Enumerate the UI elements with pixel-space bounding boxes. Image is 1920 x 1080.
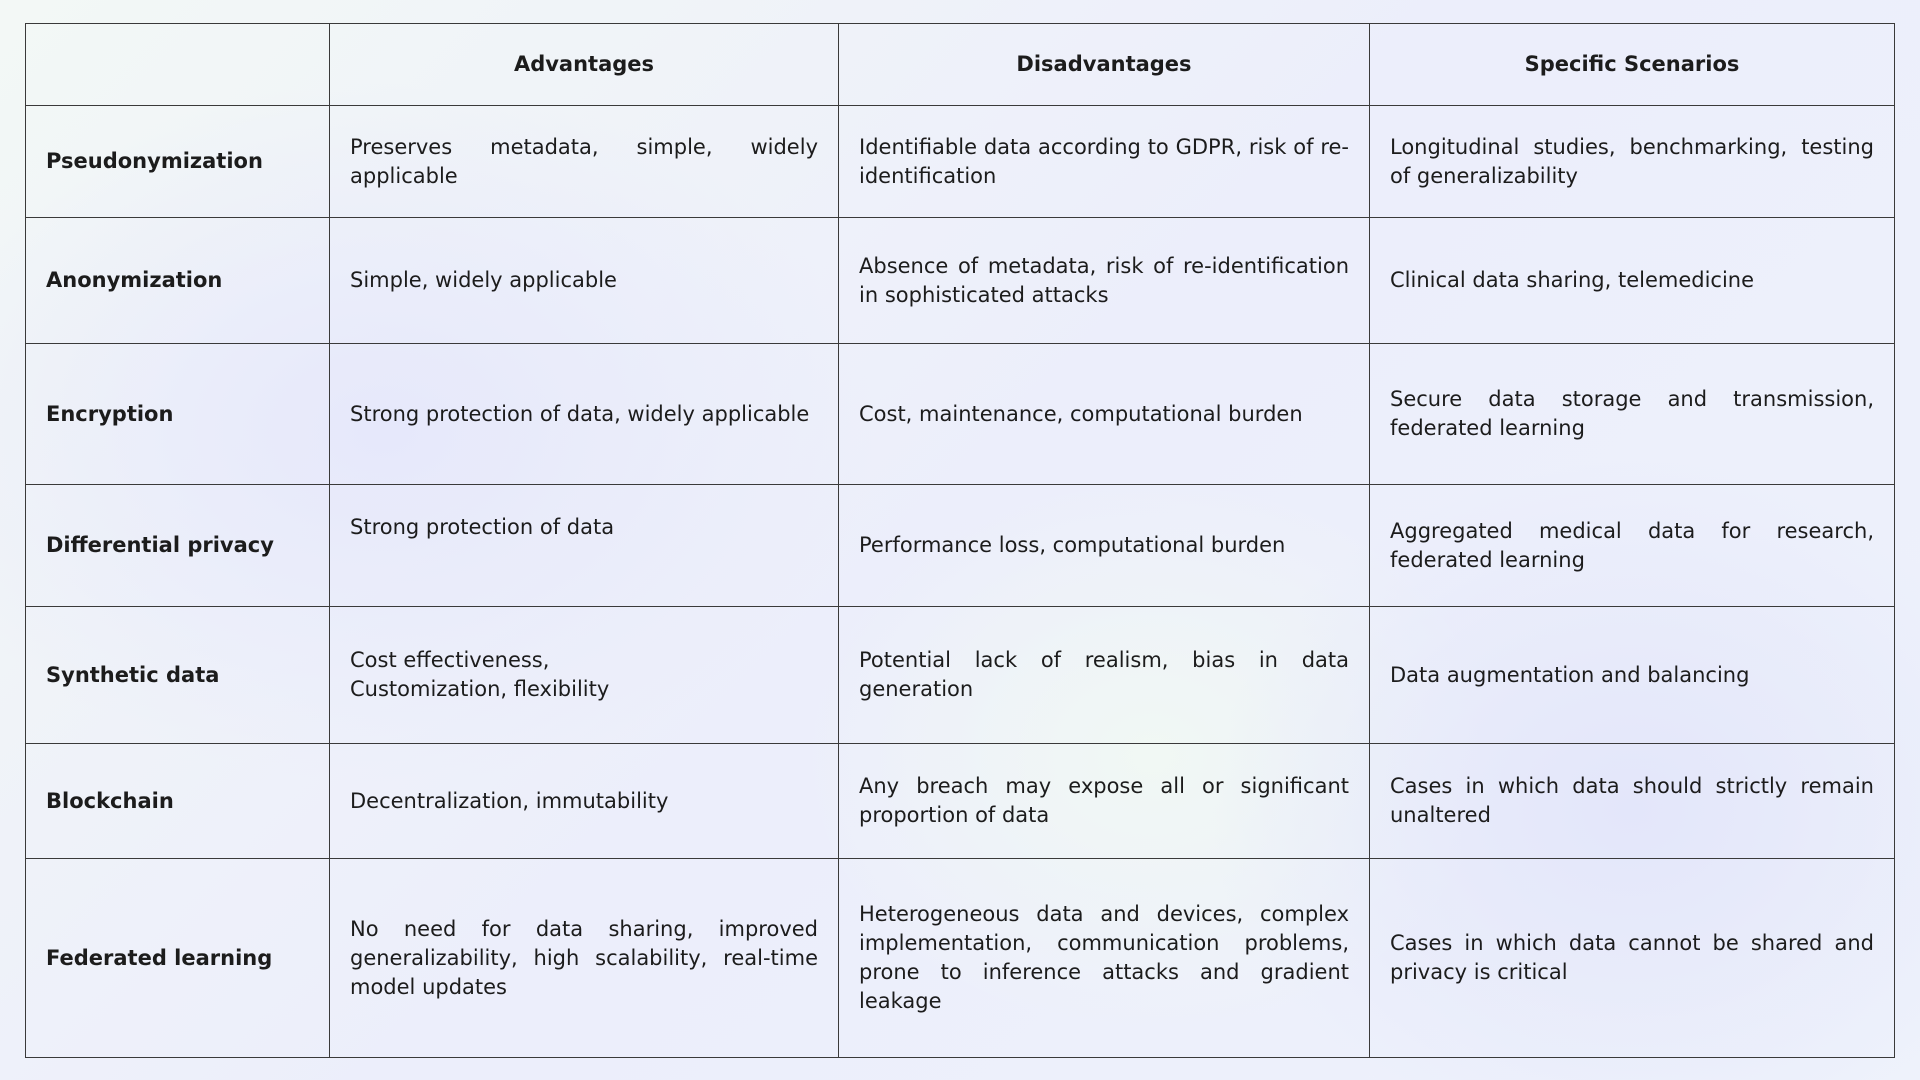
advantages-cell: Simple, widely applicable: [330, 218, 839, 344]
disadvantages-cell: Potential lack of realism, bias in data generation: [839, 607, 1370, 744]
scenarios-cell: Clinical data sharing, telemedicine: [1370, 218, 1895, 344]
scenarios-cell: Secure data storage and transmission, federated learning: [1370, 344, 1895, 485]
scenarios-cell: Longitudinal studies, benchmarking, testing of generalizability: [1370, 106, 1895, 218]
advantages-cell: Strong protection of data: [330, 485, 839, 607]
comparison-table-container: [25, 23, 1894, 1057]
advantages-cell: Preserves metadata, simple, widely applicable: [330, 106, 839, 218]
row-label-pseudonymization: Pseudonymization: [26, 106, 330, 218]
header-advantages: Advantages: [330, 24, 839, 106]
scenarios-cell: Cases in which data cannot be shared and privacy is critical: [1370, 859, 1895, 1058]
row-label-blockchain: Blockchain: [26, 744, 330, 859]
table-row: [26, 607, 1895, 744]
disadvantages-cell: Absence of metadata, risk of re-identification in sophisticated attacks: [839, 218, 1370, 344]
table-row: [26, 344, 1895, 485]
disadvantages-cell: Performance loss, computational burden: [839, 485, 1370, 607]
scenarios-cell: Data augmentation and balancing: [1370, 607, 1895, 744]
disadvantages-cell: Any breach may expose all or significant proportion of data: [839, 744, 1370, 859]
row-label-synthetic-data: Synthetic data: [26, 607, 330, 744]
advantages-cell: No need for data sharing, improved generalizability, high scalability, real-time model updates: [330, 859, 839, 1058]
advantages-cell: [330, 607, 839, 744]
table-row: [26, 485, 1895, 607]
advantages-line: Customization, flexibility: [350, 677, 610, 701]
privacy-methods-comparison-table: [25, 23, 1895, 1058]
table-row: [26, 106, 1895, 218]
scenarios-cell: Aggregated medical data for research, federated learning: [1370, 485, 1895, 607]
table-row: [26, 218, 1895, 344]
advantages-line: Cost effectiveness,: [350, 648, 550, 672]
row-label-anonymization: Anonymization: [26, 218, 330, 344]
row-label-federated-learning: Federated learning: [26, 859, 330, 1058]
table-row: [26, 744, 1895, 859]
disadvantages-cell: Cost, maintenance, computational burden: [839, 344, 1370, 485]
header-disadvantages: Disadvantages: [839, 24, 1370, 106]
advantages-cell: Strong protection of data, widely applicable: [330, 344, 839, 485]
disadvantages-cell: Identifiable data according to GDPR, risk of re-identification: [839, 106, 1370, 218]
scenarios-cell: Cases in which data should strictly remain unaltered: [1370, 744, 1895, 859]
row-label-differential-privacy: Differential privacy: [26, 485, 330, 607]
table-header-row: [26, 24, 1895, 106]
disadvantages-cell: Heterogeneous data and devices, complex implementation, communication problems, prone to inference attacks and gradient leakage: [839, 859, 1370, 1058]
header-corner-cell: [26, 24, 330, 106]
advantages-cell: Decentralization, immutability: [330, 744, 839, 859]
header-specific-scenarios: Specific Scenarios: [1370, 24, 1895, 106]
table-row: [26, 859, 1895, 1058]
row-label-encryption: Encryption: [26, 344, 330, 485]
